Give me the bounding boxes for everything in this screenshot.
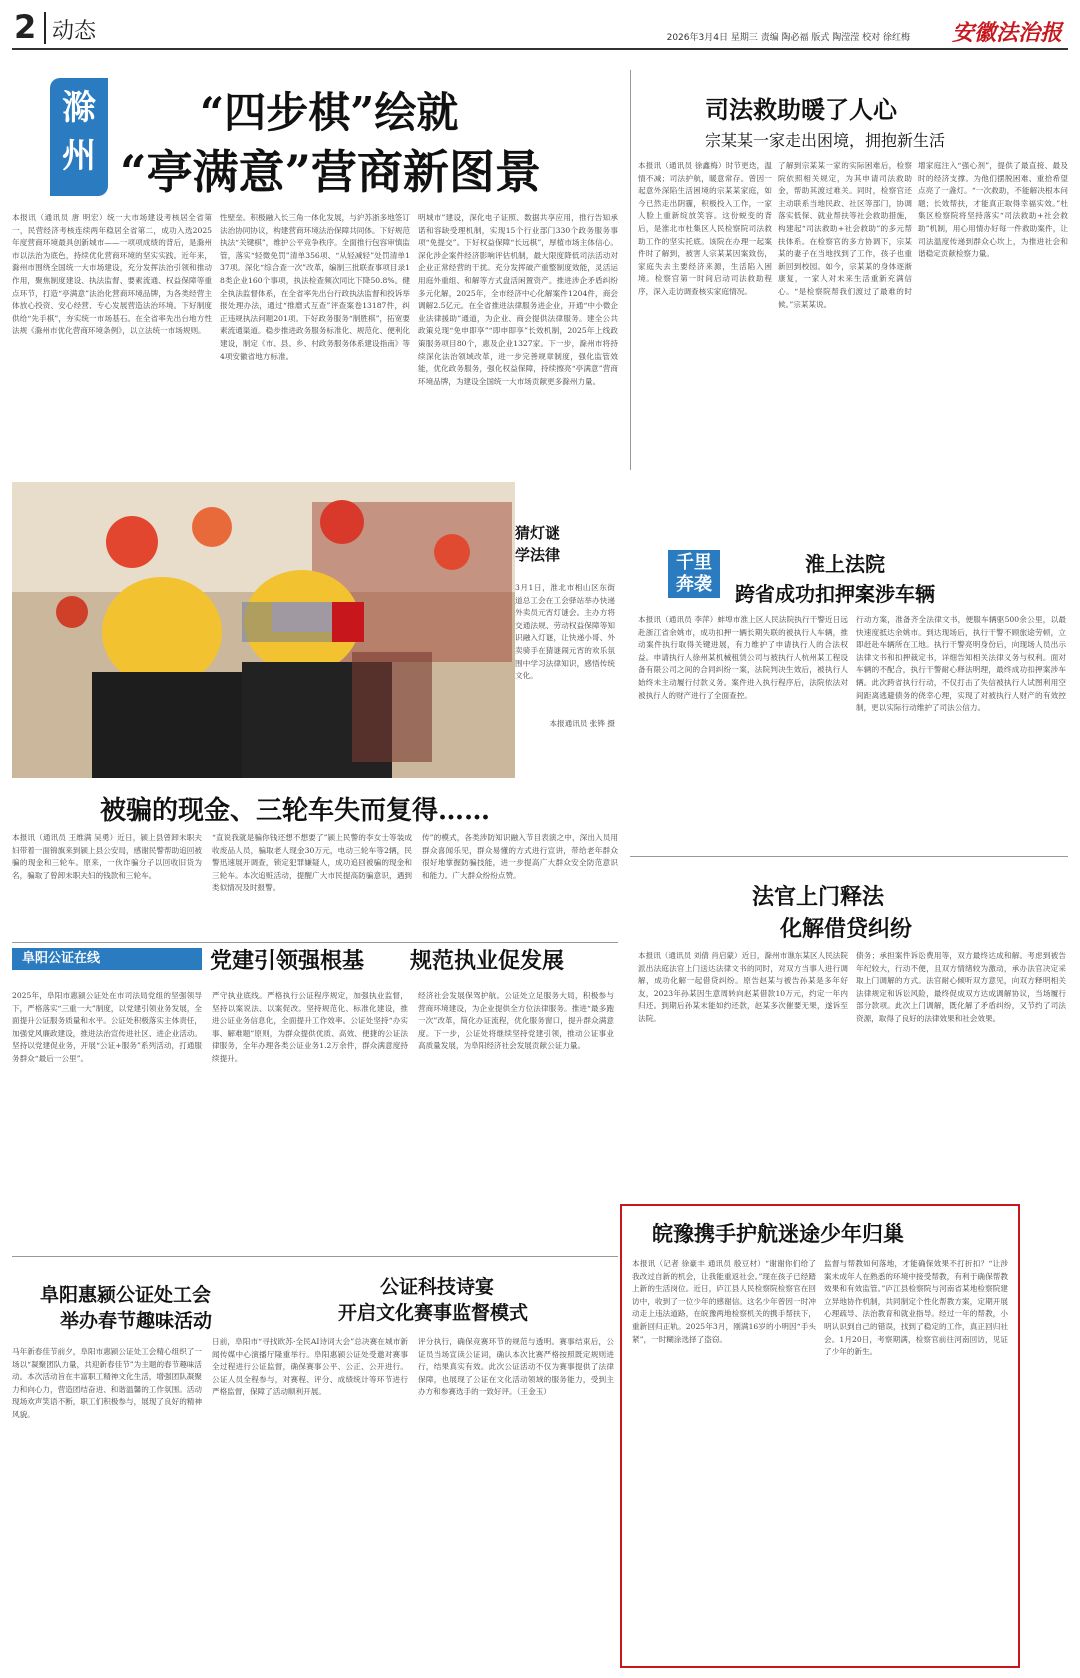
boxed-headline: 皖豫携手护航迷途少年归巢 [652,1221,904,1246]
judges-col1: 本报讯（通讯员 刘倩 肖启蒙）近日，滁州市谯东某区人民法院派出法庭法官上门送达法律文书的同时，对双方当事人进行调解，成功化解一起借贷纠纷。原告赵某与被告孙某是多年好友，2023年孙某因生意周转向赵某借款10万元，约定一年内归还。到期后孙某未能如约还款，赵某多次催要无果，遂诉至法院。 [638,951,848,1023]
section-rule [630,856,1068,857]
masthead-logo: 安徽法治报 [951,20,1062,46]
cash-col2: “直说我就是骗你钱还想不想要了”颍上民警的李女士等装成收废品人员，骗取老人现金30万元，电动三轮车等2辆，民警迅速展开调查，锁定犯罪嫌疑人，成功追回被骗的现金和三轮车。本次追赃活动，提醒广大市民提高防骗意识，遇到类似情况及时报警。 [212,833,412,893]
spring-headline-line1: 阜阳惠颍公证处工会 [40,1284,212,1306]
huaishang-col1: 本报讯（通讯员 李萍）蚌埠市淮上区人民法院执行干警近日远赴浙江省余姚市，成功扣押一辆长期失联的被执行人车辆，推动案件执行取得关键进展，有力维护了申请执行人的合法权益。申请执行人徐州某机械租赁公司与被执行人杭州某工程设备有限公司之间的合同纠纷一案，法院判决生效后，被执行人始终未主动履行付款义务。案件进入执行程序后，法院依法对被执行人的财产进行了全面查控。 [638,615,848,700]
huaishang-headline-line1: 淮上法院 [805,552,885,576]
judicial-aid-col1: 本报讯（通讯员 徐鑫梅）时节更迭，温情不减；司法护航，暖意常存。曾因一起意外深陷生活困境的宗某某家庭，如今已然走出阴霾，积极投入工作，一家人脸上重新绽放笑容。这份蜕变的背后，是淮北市杜集区人民检察院司法救助工作的坚实托底。该院在办理一起案件时了解到，被害人宗某某因案致伤，家庭失去主要经济来源，生活陷入困境。检察官第一时间启动司法救助程序，深入走访调查核实家庭情况。 [638,161,772,296]
photo-credit: 本报通讯员 张铧 摄 [549,719,615,728]
region-badge-text: 滁州 [62,88,96,176]
cash-col3: 传”的模式，各类涉防知识融入节目表演之中，深出入员用群众喜闻乐见，群众易懂的方式进行宣讲，带给老年群众很好地掌握防骗技能，进一步提高广大群众安全防范意识和能力。广大群众纷纷点赞。 [422,833,618,880]
news-photo-illustration [12,482,520,778]
judicial-aid-col2: 了解到宗某某一家的实际困难后，检察院依照相关规定，为其申请司法救助金，帮助其渡过难关。同时，检察官还主动联系当地民政、社区等部门，协调落实低保、就业帮扶等社会救助措施，构建起“司法救助+社会救助”的多元帮扶体系。在检察官的多方协调下，宗某某的妻子在当地找到了工作，孩子也重新回到校园。如今，宗某某的身体逐渐康复，一家人对未来生活重新充满信心。“是检察院帮我们渡过了最难的时候。”宗某某说。 [778,161,912,309]
lead-article-col2: 性壁垒。积极融入长三角一体化发展，与沪苏浙多地签订法治协同协议，构建营商环境法治保障共同体。下好规范执法“关键棋”，维护公平竞争秩序。全面推行包容审慎监管，落实“轻微免罚”清单356项、“从轻减轻”处罚清单137项。深化“综合查一次”改革，编制三批联查事项目录18类企业160个事项，执法检查频次同比下降50.8%。健全执法监督体系，在全省率先出台行政执法监督和投诉举报处理办法，通过“推磨式互查”评查案卷13187件，纠正违规执法问题201项。下好政务服务“制胜棋”，拓宽要素流通渠道。稳步推进政务服务标准化、规范化、便利化建设，制定《市、县、乡、村政务服务体系建设指南》等4项安徽省地方标准。 [220,213,410,361]
poetry-headline-line2: 开启文化赛事监督模式 [338,1302,529,1324]
photo-story-title-line1: 猜灯谜 [515,524,561,542]
huaishang-headline-line2: 跨省成功扣押案涉车辆 [735,582,935,606]
lead-article-col3: 明城市”建设，深化电子证照、数据共享应用，推行告知承诺和容缺受理机制，实现15个行业部门330个政务服务事项“免提交”。下好权益保障“长远棋”，厚植市场主体信心。深化涉企案件经济影响评估机制，最大限度降低司法活动对企业正常经营的干扰。充分发挥破产重整制度效能，灵活运用庭外重组、和解等方式盘活闲置资产。推进涉企矛盾纠纷多元化解，2025年，全市经济中心化解案件1204件，商会调解2.5亿元。在全省推进法律服务进企业，开通“中小微企业法律援助”通道，为企业、商会提供法律服务。建全公共政策兑现“免申即享”“即申即享”长效机制，2025年上线政策服务项目80个，惠及企业1327家。下一步，滁州市将持续深化法治领域改革，进一步完善规章制度，强化监管效能，优化政务服务，强化权益保障，持续擦亮“亭满意”营商环境品牌，为建设全国统一大市场贡献更多滁州力量。 [418,213,618,386]
cash-headline: 被骗的现金、三轮车失而复得…… [100,796,491,826]
fuyang-col3: 经济社会发展保驾护航。公证处立足服务大局，积极参与营商环境建设，为企业提供全方位法律服务。推进“最多跑一次”改革，简化办证流程，优化服务窗口，提升群众满意度。下一步，公证处将继续坚持党建引领，推动公证事业高质量发展，为阜阳经济社会发展贡献公证力量。 [418,991,614,1051]
section-tag-line1: 千里 [676,552,712,573]
poetry-col1: 日前，阜阳市“寻找欧苏·全民AI诗词大会”总决赛在城市新闻传媒中心演播厅隆重举行。阜阳惠颍公证处受邀对赛事全过程进行公证监督，确保赛事公平、公正、公开进行。公证人员全程参与，对赛程、评分、成绩统计等环节进行严格监督，保障了活动顺利开展。 [212,1337,408,1397]
photo-caption-text: 3月1日，淮北市相山区东街道总工会在工会驿站举办快递外卖员元宵灯谜会。主办方将交通法规、劳动权益保障等知识融入灯谜，让快递小哥、外卖骑手在猜谜闹元宵的欢乐氛围中学习法律知识，感悟传统文化。 [515,583,615,681]
huaishang-col2: 行动方案，准备齐全法律文书，便服车辆驱500余公里，以最快速度抵达余姚市。到达现场后，执行干警不顾旅途劳顿，立即赶赴车辆所在工地。执行干警亮明身份后，向现场人员出示法律文书和扣押裁定书，详细告知相关法律义务与权利。面对车辆的不配合，执行干警耐心释法明理，最终成功扣押案涉车辆。此次跨省执行行动，不仅打击了失信被执行人试图利用空间距离逃避债务的侥幸心理，实现了对被执行人财产的有效控制，更以实际行动维护了司法公信力。 [856,615,1066,713]
judges-col2: 债务；承担案件诉讼费用等，双方最终达成和解。考虑到被告年纪较大，行动不便，且双方情绪较为激动，承办法官决定采取上门调解的方式。法官耐心倾听双方意见，向双方释明相关法律规定和诉讼风险，最终促成双方达成调解协议，当场履行部分款项。此次上门调解，既化解了矛盾纠纷，又节约了司法资源，取得了良好的法律效果和社会效果。 [856,951,1066,1023]
lead-headline-line1: “四步棋”绘就 [200,88,459,137]
judges-headline-line2: 化解借贷纠纷 [780,916,913,942]
section-tag [668,550,720,598]
photo-caption-panel [515,482,619,778]
fuyang-col1: 2025年，阜阳市惠颍公证处在市司法局党组的坚强领导下，严格落实“三重一大”制度，以党建引领业务发展，全面提升公证服务质量和水平。公证处积极落实主体责任，加强党风廉政建设，推进法治宣传进社区、进企业活动。坚持以党建促业务，开展“公证+服务”系列活动，打通服务群众“最后一公里”。 [12,991,202,1063]
news-photo [12,482,520,778]
section-label: 动态 [52,19,97,44]
spring-headline-line2: 举办春节趣味活动 [60,1310,213,1332]
header-rule [12,48,1068,50]
lead-article-col1: 本报讯（通讯员 唐 明宏）统一大市场建设考核居全省第一，民营经济考核连续两年稳居全省第二，成功入选2025年度营商环境最具创新城市——一项项成绩的背后，是滁州市以法治为底色，持续优化营商环境的坚实实践。近年来，滁州市围绕全国统一大市场建设，充分发挥法治引领和推动作用，聚焦制度建设、执法监督、要素流通、权益保障等重点环节，打造“亭满意”法治化营商环境品牌，为各类经营主体放心投资、安心经营、专心发展营造法治环境。下好制度供给“先手棋”，夯实统一市场基石。在全省率先出台地方性法规《滁州市优化营商环境条例》，以立法统一市场规则。 [12,213,212,336]
fuyang-headline-left: 党建引领强根基 [210,948,365,974]
section-tag-line2: 奔袭 [676,574,712,595]
spring-col1: 马年新春佳节前夕，阜阳市惠颍公证处工会精心组织了一场以“凝聚团队力量，共迎新春佳节”为主题的春节趣味活动。本次活动旨在丰富职工精神文化生活，增强团队凝聚力和向心力，营造团结奋进、和谐温馨的工作氛围。活动现场欢声笑语不断，职工们积极参与，展现了良好的精神风貌。 [12,1347,202,1419]
judicial-aid-col3: 增家庭注入“强心剂”，提供了最直接、最及时的经济支撑。为他们摆脱困难、重拾希望点亮了一盏灯。“一次救助，不能解决根本问题；长效帮扶，才能真正取得幸福实效。”杜集区检察院将坚持落实“司法救助+社会救助”机制，用心用情办好每一件救助案件，让司法温度传递到群众心坎上，为推进社会和谐稳定贡献检察力量。 [918,161,1068,259]
boxed-col1: 本报讯（记者 徐豪丰 通讯员 殷豆材）“谢谢你们给了我改过自新的机会，让我能重返社会。”现在孩子已经踏上新的生活岗位。近日，庐江县人民检察院检察官在回访中，收到了一位少年的感谢信。这名少年曾因一时冲动走上违法道路，在皖豫两地检察机关的携手帮扶下，重新回归正轨。2025年3月，刚满16岁的小明因“手头紧”，一时糊涂选择了盗窃。 [632,1259,816,1344]
judicial-aid-headline: 司法救助暖了人心 [705,95,897,124]
poetry-col2: 评分执行，确保竞赛环节的规范与透明。赛事结束后，公证员当场宣读公证词，确认本次比赛严格按照既定规则进行，结果真实有效。此次公证活动不仅为赛事提供了法律保障，也展现了公证在文化活动领域的服务能力，受到主办方和参赛选手的一致好评。（王金玉） [418,1337,614,1397]
header-meta: 2026年3月4日 星期三 责编 陶必福 版式 陶滢滢 校对 徐红梅 [666,33,910,43]
column-rule [630,70,631,470]
fuyang-headline-right: 规范执业促发展 [410,948,565,974]
page-number-divider [44,12,46,44]
section-rule [12,1256,618,1257]
fuyang-section-bar [12,948,202,970]
judicial-aid-subtitle: 宗某某一家走出困境，拥抱新生活 [705,131,946,150]
cash-col1: 本报讯（通讯员 王维满 吴勇）近日，颍上县曾卸未职夫妇带着一面锦旗来到颍上县公安局，感谢民警帮助追回被骗的现金和三轮车。原来，一伙诈骗分子以回收旧货为名，骗取了曾卸未职夫妇的钱款和三轮车。 [12,833,202,880]
lead-headline-line2: “亭满意”营商新图景 [120,145,541,199]
poetry-headline-line1: 公证科技诗宴 [380,1276,495,1298]
boxed-article [620,1204,1020,1668]
region-badge [50,78,108,196]
photo-story-title-line2: 学法律 [515,546,561,564]
judges-headline-line1: 法官上门释法 [752,884,885,910]
boxed-col2: 监督与帮教如何落地，才能确保效果不打折扣？“让涉案未成年人在熟悉的环境中接受帮教，有利于确保帮教效果和有效监管。”庐江县检察院与河南省某地检察院建立异地协作机制，共同制定个性化帮教方案，定期开展心理疏导、法治教育和就业指导。经过一年的帮教，小明认识到自己的错误，找到了稳定的工作，真正回归社会。1月20日，考察期满，检察官前往河南回访，见证了少年的新生。 [824,1259,1008,1357]
page-number: 2 [14,8,37,46]
fuyang-col2: 严守执业底线。严格执行公证程序规定，加强执业监督，坚持以案说法、以案促改。坚持规范化、标准化建设，推进公证业务信息化，全面提升工作效率。公证处坚持“办实事、解难题”原则，为群众提供优质、高效、便捷的公证法律服务，全年办理各类公证业务1.2万余件，群众满意度持续提升。 [212,991,408,1063]
section-rule [12,942,618,943]
fuyang-section-label: 阜阳公证在线 [22,951,101,966]
